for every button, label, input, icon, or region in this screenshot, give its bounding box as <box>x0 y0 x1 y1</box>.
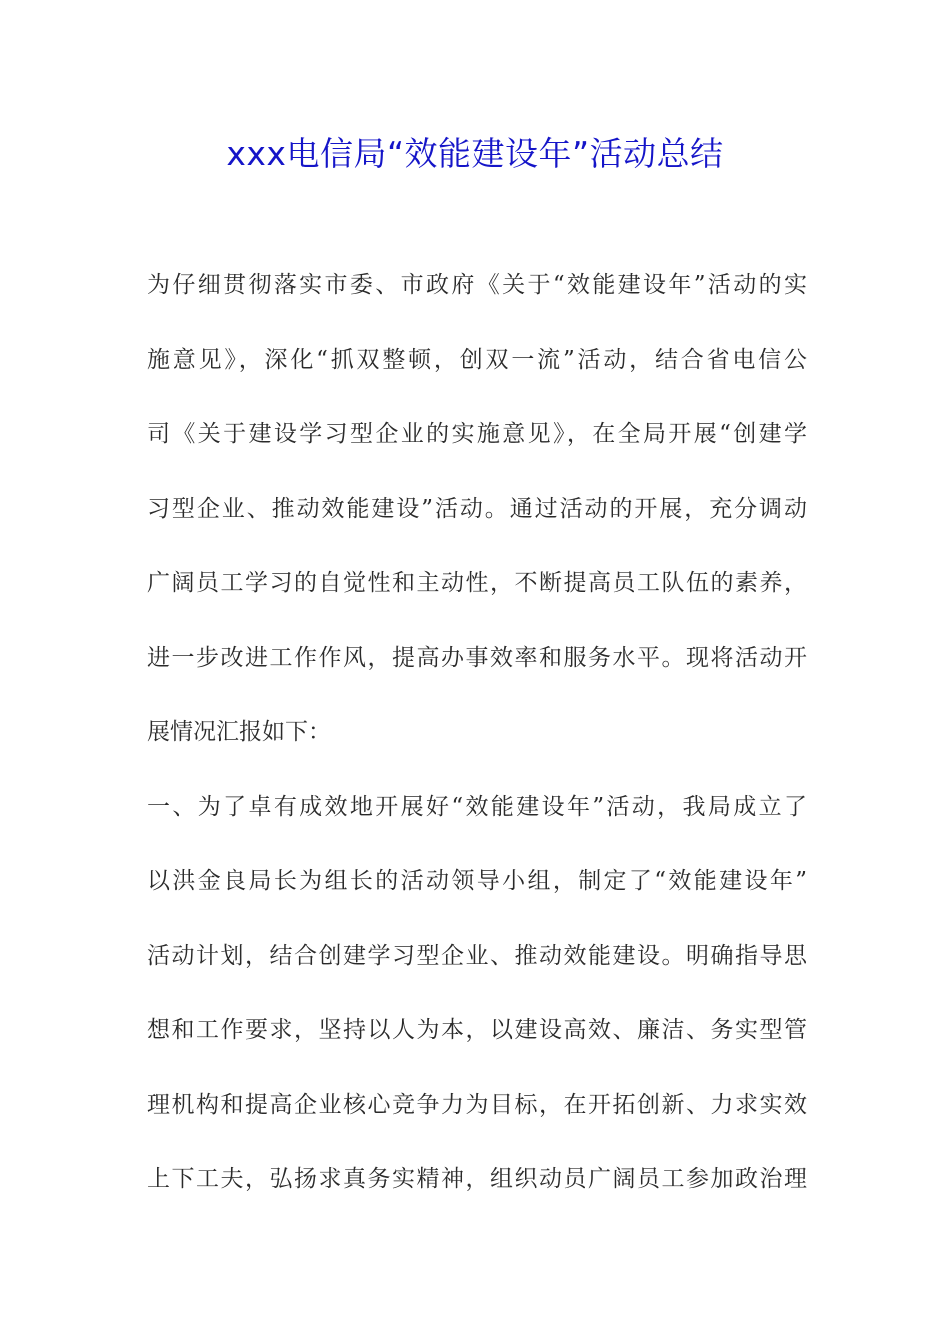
body-line: 一、为了卓有成效地开展好“效能建设年”活动，我局成立了 <box>147 793 807 820</box>
body-line: 司《关于建设学习型企业的实施意见》，在全局开展“创建学 <box>147 421 807 447</box>
document-title: xxx电信局“效能建设年”活动总结 <box>226 134 724 173</box>
body-line: 广阔员工学习的自觉性和主动性，不断提高员工队伍的素养， <box>147 570 807 596</box>
body-line: 为仔细贯彻落实市委、市政府《关于“效能建设年”活动的实 <box>147 272 807 298</box>
body-line: 想和工作要求，坚持以人为本，以建设高效、廉洁、务实型管 <box>147 1017 807 1043</box>
body-line: 理机构和提高企业核心竞争力为目标，在开拓创新、力求实效 <box>147 1091 807 1118</box>
body-line: 展情况汇报如下： <box>147 719 331 745</box>
body-line: 施意见》，深化“抓双整顿，创双一流”活动，结合省电信公 <box>147 346 807 373</box>
body-line: 活动计划，结合创建学习型企业、推动效能建设。明确指导思 <box>147 942 807 969</box>
body-line: 习型企业、推动效能建设”活动。通过活动的开展，充分调动 <box>147 495 807 522</box>
body-line: 进一步改进工作作风，提高办事效率和服务水平。现将活动开 <box>147 644 807 671</box>
document-body <box>147 262 807 1231</box>
body-line: 上下工夫，弘扬求真务实精神，组织动员广阔员工参加政治理 <box>147 1166 807 1192</box>
body-line: 以洪金良局长为组长的活动领导小组，制定了“效能建设年” <box>147 868 807 894</box>
